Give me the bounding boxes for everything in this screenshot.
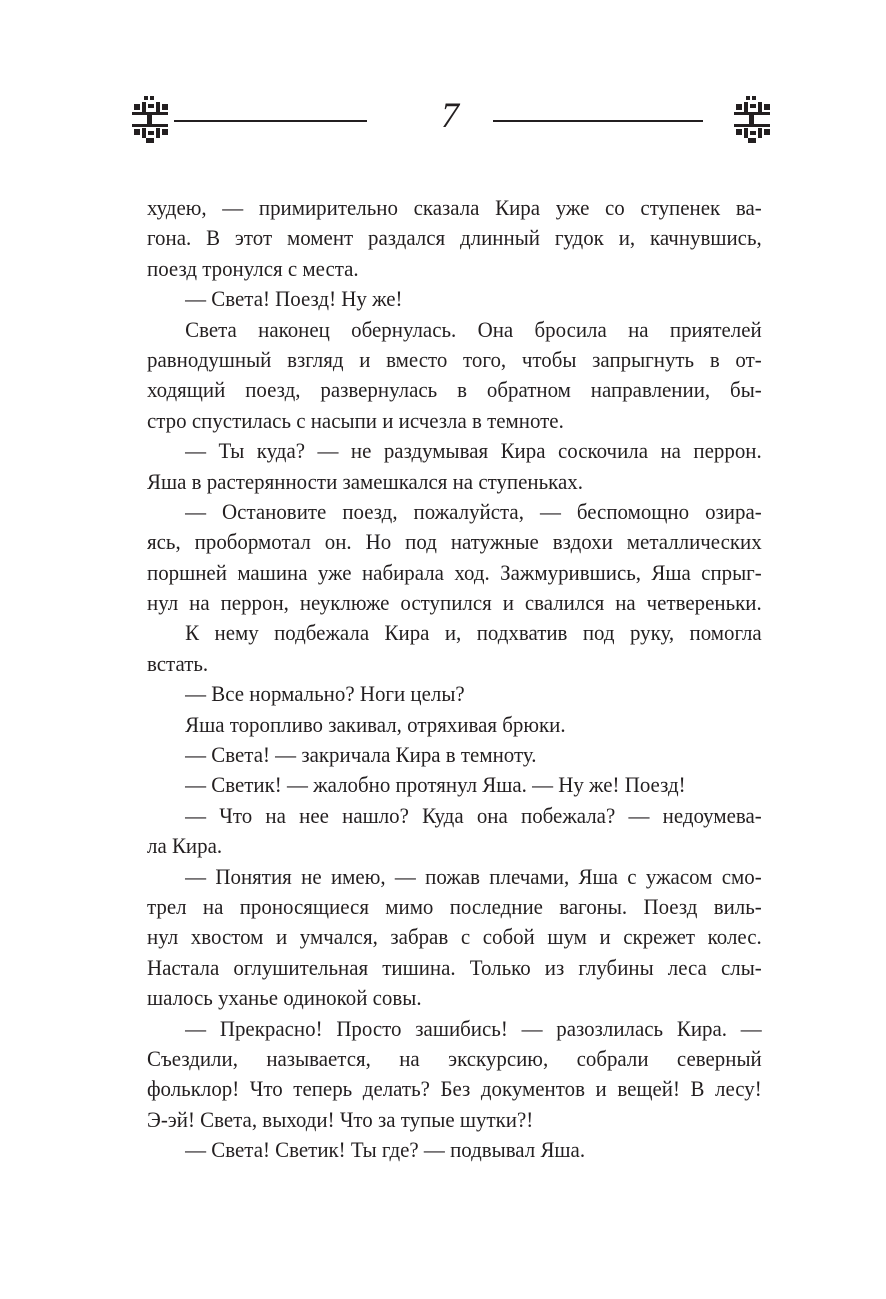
text-line: шалось уханье одинокой совы. (147, 985, 422, 1011)
text-line: ясь, пробормотал он. Но под натужные вздохи металлических (147, 529, 762, 555)
text-line: поезд тронулся с места. (147, 255, 359, 281)
text-line: фольклор! Что теперь делать? Без документов и вещей! В лесу! (147, 1076, 762, 1102)
text-line: Яша торопливо закивал, отряхивая брюки. (185, 711, 566, 737)
text-line: гона. В этот момент раздался длинный гудок и, качнувшись, (147, 225, 762, 251)
text-line: — Света! Светик! Ты где? — подвывал Яша. (185, 1137, 586, 1163)
page-number: 7 (441, 95, 459, 135)
running-header (130, 92, 760, 147)
text-line: — Света! Поезд! Ну же! (185, 286, 403, 312)
text-line: — Светик! — жалобно протянул Яша. — Ну же! Поезд! (185, 772, 686, 798)
text-line: — Ты куда? — не раздумывая Кира соскочила на перрон. (185, 438, 762, 464)
text-line: трел на проносящиеся мимо последние вагоны. Поезд виль- (147, 893, 762, 919)
text-line: Яша в растерянности замешкался на ступеньках. (147, 468, 583, 494)
text-line: — Света! — закричала Кира в темноту. (185, 742, 537, 768)
text-line: — Все нормально? Ноги целы? (185, 681, 465, 707)
text-line: Съездили, называется, на экскурсию, собрали северный (147, 1045, 762, 1071)
text-line: встать. (147, 650, 209, 676)
ornament-icon (732, 96, 772, 144)
text-line: ла Кира. (147, 833, 223, 859)
text-line: К нему подбежала Кира и, подхватив под руку, помогла (185, 620, 762, 646)
text-line: Света наконец обернулась. Она бросила на приятелей (185, 316, 762, 342)
text-line: — Прекрасно! Просто зашибись! — разозлилась Кира. — (185, 1015, 762, 1041)
text-line: стро спустилась с насыпи и исчезла в темноте. (147, 407, 564, 433)
ornament-icon (130, 96, 170, 144)
text-line: нул на перрон, неуклюже оступился и свалился на четвереньки. (147, 590, 762, 616)
text-line: поршней машина уже набирала ход. Зажмурившись, Яша спрыг- (147, 559, 762, 585)
text-line: ходящий поезд, развернулась в обратном направлении, бы- (147, 377, 762, 403)
header-rule-left (174, 120, 367, 122)
text-line: Настала оглушительная тишина. Только из глубины леса слы- (147, 954, 762, 980)
text-line: нул хвостом и умчался, забрав с собой шум и скрежет колес. (147, 924, 762, 950)
text-line: — Остановите поезд, пожалуйста, — беспомощно озира- (185, 498, 762, 524)
text-line: равнодушный взгляд и вместо того, чтобы запрыгнуть в от- (147, 346, 762, 372)
text-line: — Понятия не имею, — пожав плечами, Яша с ужасом смо- (185, 863, 762, 889)
header-rule-right (493, 120, 703, 122)
text-line: Э-эй! Света, выходи! Что за тупые шутки?! (147, 1106, 534, 1132)
text-line: — Что на нее нашло? Куда она побежала? — недоумева- (185, 802, 762, 828)
text-line: худею, — примирительно сказала Кира уже со ступенек ва- (147, 195, 762, 220)
body-text (147, 193, 762, 1166)
